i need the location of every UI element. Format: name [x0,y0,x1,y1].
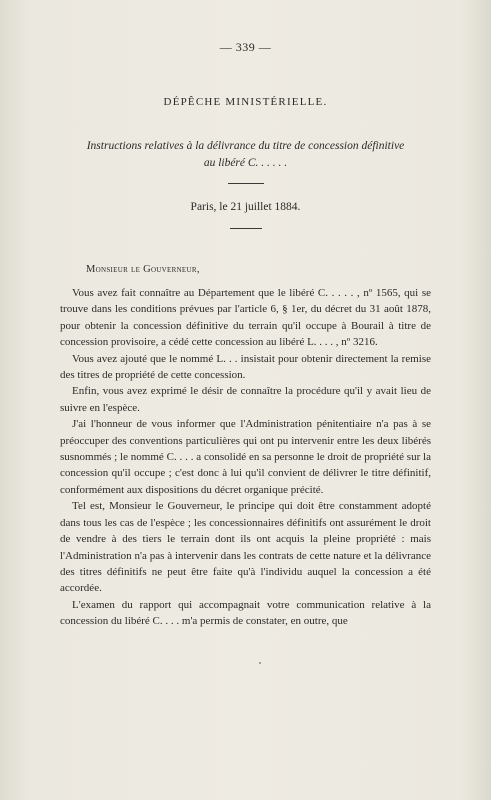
paragraph: Enfin, vous avez exprimé le désir de connaître la procédure qu'il y avait lieu de suivre en l'espèce. [60,385,431,414]
divider-rule [230,228,262,229]
paragraph: J'ai l'honneur de vous informer que l'Administration pénitentiaire n'a pas à se préoccuper des conventions particulières qui ont pu intervenir entre les deux libérés susnommés ; le nommé C. . . . a consolidé en sa personne le droit de propriété sur la concession qu'il occupe ; c'est donc à lui qu'il convient de délivrer le titre définitif, conformément aux dispositions du décret organique précité. [60,418,431,496]
letter-body [60,285,431,630]
document-subtitle [40,138,451,172]
subtitle-line-1: Instructions relatives à la délivrance du titre de concession définitive [86,140,405,152]
subtitle-line-2: au libéré C. . . . . . [203,157,288,169]
paragraph: L'examen du rapport qui accompagnait votre communication relative à la concession du libéré C. . . . m'a permis de constater, en outre, que [60,598,431,628]
paragraph: Vous avez fait connaître au Département que le libéré C. . . . . , nº 1565, qui se trouve dans les conditions prévues par l'article 6, § 1er, du décret du 31 août 1878, pour obtenir la concession définitive du terrain qu'il occupe à Bourail à titre de concession provisoire, a cédé cette concession au libéré L. . . . , nº 3216. [60,287,431,349]
divider-rule [228,183,264,184]
page-number: — 339 — [219,40,272,54]
paper-speck [259,662,261,664]
paragraph: Tel est, Monsieur le Gouverneur, le principe qui doit être constamment adopté dans tous les cas de l'espèce ; les concessionnaires définitifs ont assurément le droit de vendre à des tiers le terrain dont ils ont acquis la pleine propriété : mais l'Administration n'a pas à intervenir dans les contrats de cette nature et la délivrance des titres définitifs ne peut être faite qu'à l'individu auquel la concession a été accordée. [60,500,431,595]
dateline: Paris, le 21 juillet 1884. [190,201,301,213]
document-heading: DÉPÊCHE MINISTÉRIELLE. [163,96,328,108]
paragraph: Vous avez ajouté que le nommé L. . . insistait pour obtenir directement la remise des titres de propriété de cette concession. [60,352,431,382]
salutation: Monsieur le Gouverneur, [86,264,200,275]
